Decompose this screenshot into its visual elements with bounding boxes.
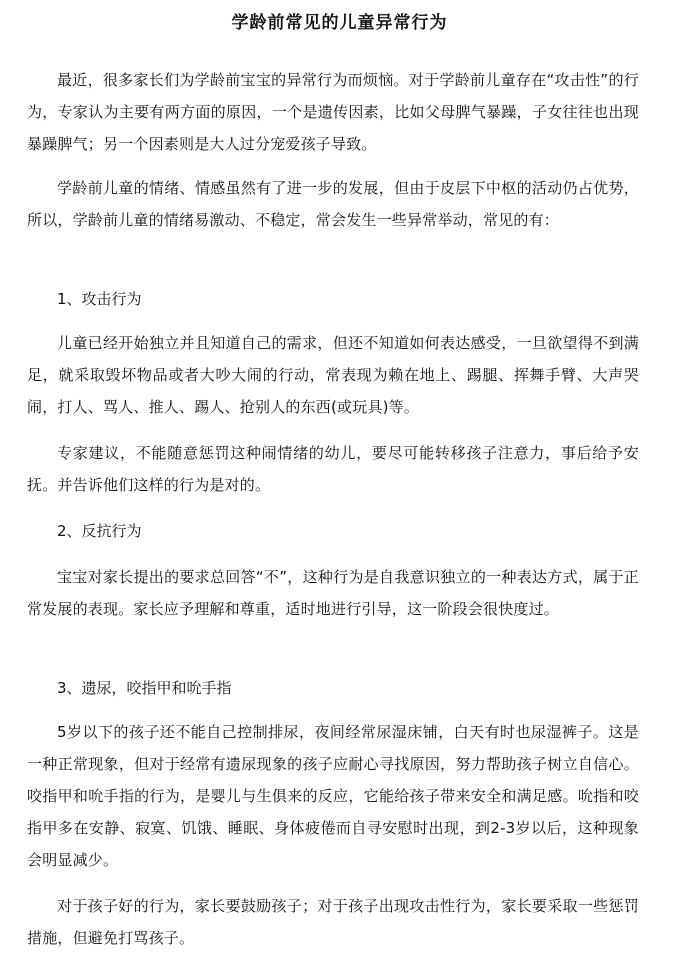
paragraph-aggression: 儿童已经开始独立并且知道自己的需求，但还不知道如何表达感受，一旦欲望得不到满足，就采取毁坏物品或者大吵大闹的行动，常表现为赖在地上、踢腿、挥舞手臂、大声哭闹，打人、骂人、推人、踢人、抢别人的东西(或玩具)等。: [27, 334, 639, 416]
paragraph-expert-advice: 专家建议，不能随意惩罚这种闹情绪的幼儿，要尽可能转移孩子注意力，事后给予安抚。并告诉他们这样的行为是对的。: [27, 444, 639, 494]
subheading-resistance: 2、反抗行为: [57, 522, 142, 540]
paragraph-intro: 最近，很多家长们为学龄前宝宝的异常行为而烦恼。对于学龄前儿童存在“攻击性”的行为，专家认为主要有两方面的原因，一个是遗传因素，比如父母脾气暴躁，子女往往也出现暴躁脾气；另一个因素则是大人过分宠爱孩子导致。: [27, 71, 639, 153]
document-title: 学龄前常见的儿童异常行为: [231, 13, 448, 33]
paragraph-emotion: 学龄前儿童的情绪、情感虽然有了进一步的发展，但由于皮层下中枢的活动仍占优势，所以，学龄前儿童的情绪易激动、不稳定，常会发生一些异常举动，常见的有：: [27, 179, 639, 229]
paragraph-resistance: 宝宝对家长提出的要求总回答“不”，这种行为是自我意识独立的一种表达方式，属于正常发展的表现。家长应予理解和尊重，适时地进行引导，这一阶段会很快度过。: [27, 568, 639, 618]
subheading-enuresis: 3、遗尿，咬指甲和吮手指: [57, 679, 232, 697]
paragraph-enuresis: 5岁以下的孩子还不能自己控制排尿，夜间经常尿湿床铺，白天有时也尿湿裤子。这是一种正常现象，但对于经常有遗尿现象的孩子应耐心寻找原因，努力帮助孩子树立自信心。咬指甲和吮手指的行为，是婴儿与生俱来的反应，它能给孩子带来安全和满足感。吮指和咬指甲多在安静、寂寞、饥饿、睡眠、身体疲倦而自寻安慰时出现，到2-3岁以后，这种现象会明显减少。: [27, 723, 639, 869]
subheading-aggression: 1、攻击行为: [57, 290, 142, 308]
paragraph-conclusion: 对于孩子好的行为，家长要鼓励孩子；对于孩子出现攻击性行为，家长要采取一些惩罚措施，但避免打骂孩子。: [27, 897, 639, 947]
